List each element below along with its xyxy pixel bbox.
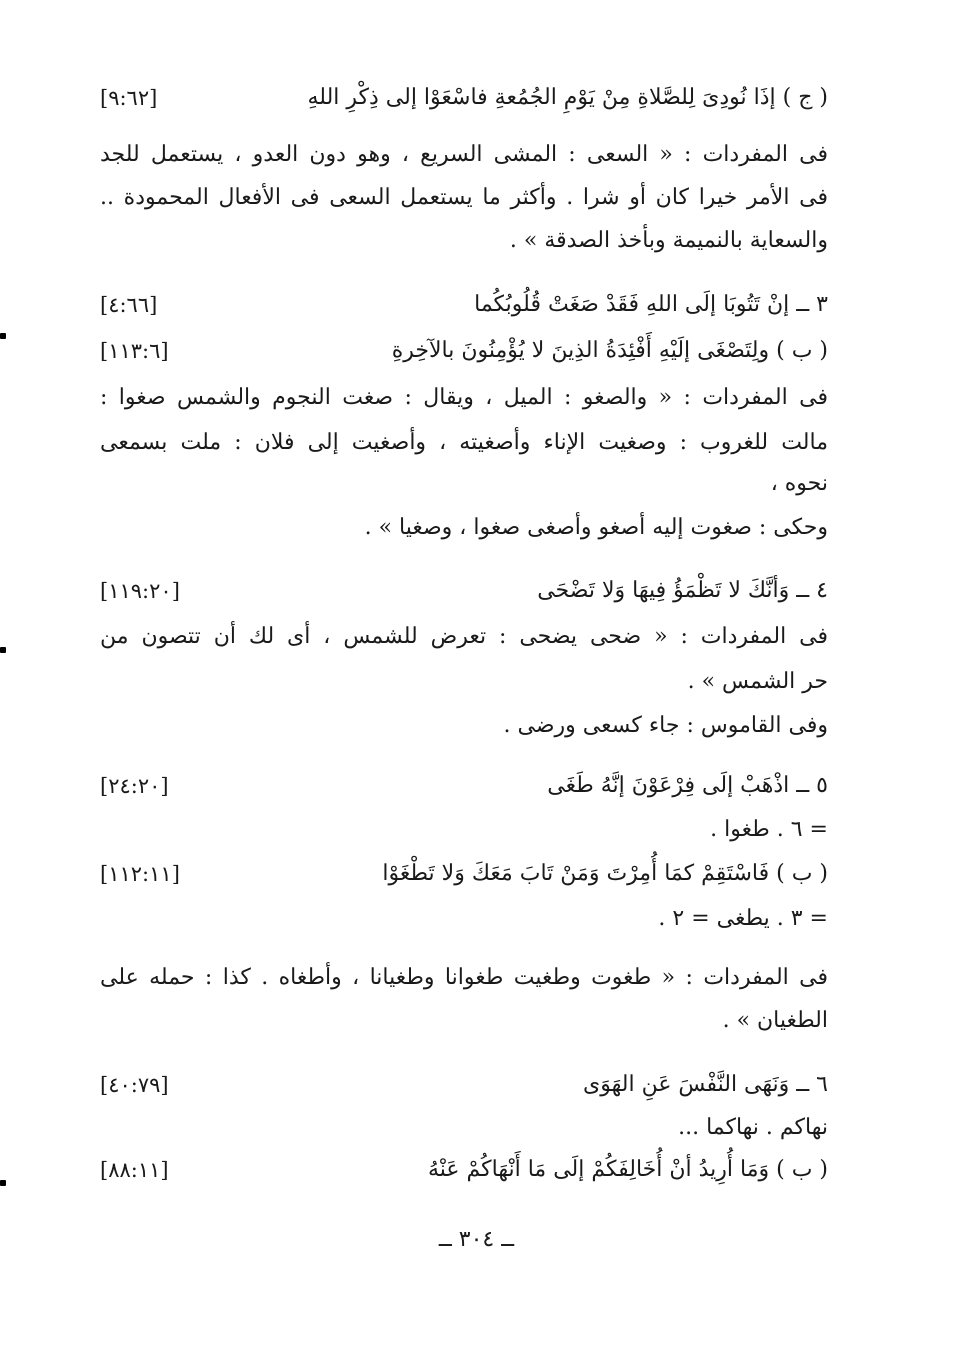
verse-reference: [٩:٦٢] <box>100 86 158 110</box>
paragraph-line <box>100 510 828 546</box>
paragraph-text: الطغيان » . <box>722 1008 828 1033</box>
verse-text: ( ب ) ولِتَصْغَى إلَيْهِ أَفْئِدَةُ الذِينَ لا يُؤْمِنُونَ بالآخِرةِ <box>391 338 828 363</box>
verse-line <box>100 573 828 609</box>
paragraph-text: فى الأمر خيرا كان أو شرا . وأكثر ما يستعمل السعى فى الأفعال المحمودة .. <box>100 185 828 210</box>
paragraph-line <box>100 664 828 700</box>
paragraph-text: فى المفردات : « ضحى يضحى : تعرض للشمس ، أى لك أن تتصون من <box>100 624 828 649</box>
paragraph-line <box>100 812 828 848</box>
verse-text: ٣ ــ إنْ تَتُوبَا إلَى اللهِ فَقَدْ صَغَتْ قُلُوبُكُما <box>474 292 828 317</box>
paragraph-line <box>100 960 850 996</box>
verse-reference: [١١٣:٦] <box>100 339 169 363</box>
paragraph-line <box>100 708 828 744</box>
verse-line <box>100 80 828 116</box>
verse-line <box>100 856 828 892</box>
verse-text: ٥ ــ اذْهَبْ إلَى فِرْعَوْنَ إنَّهُ طَغَى <box>547 773 828 798</box>
paragraph-line <box>100 425 828 461</box>
verse-text: ( ب ) وَمَا أُرِيدُ أنْ أُخَالِفَكُمْ إلَى مَا أَنْهَاكُمْ عَنْهُ <box>427 1157 828 1182</box>
paragraph-text: فى المفردات : « طغوت وطغيت طغوانا وطغيانا ، وأطغاه . كذا : حمله على <box>100 965 828 990</box>
paragraph-line <box>100 380 850 416</box>
paragraph-text: فى المفردات : « والصغو : الميل ، ويقال : صغت النجوم والشمس صغوا : <box>100 385 828 410</box>
paragraph-line <box>100 137 850 173</box>
paragraph-text: فى المفردات : « السعى : المشى السريع ، وهو دون العدو ، يستعمل للجد <box>100 142 828 167</box>
verse-reference: [١١٢:١١] <box>100 862 180 886</box>
paragraph-line <box>100 901 828 937</box>
verse-line <box>100 768 828 804</box>
verse-text: ٦ ــ وَنَهَى النَّفْسَ عَنِ الهَوَى <box>583 1072 828 1097</box>
paragraph-text: وفى القاموس : جاء كسعى ورضى . <box>503 713 828 738</box>
paragraph-line <box>100 466 828 502</box>
verse-text: ( ج ) إذَا نُودِىَ لِلصَّلاةِ مِنْ يَوْمِ الجُمُعةِ فاسْعَوْا إلى ذِكْرِ اللهِ <box>307 85 828 110</box>
verse-reference: [٤:٦٦] <box>100 293 158 317</box>
verse-text: ( ب ) فَاسْتَقِمْ كمَا أُمِرْتَ وَمَنْ تَابَ مَعَكَ وَلا تَطْغَوْا <box>382 861 828 886</box>
verse-reference: [٨٨:١١] <box>100 1158 169 1182</box>
verse-line <box>100 287 828 323</box>
page-number: ــ ٣٠٤ ــ <box>438 1227 515 1252</box>
paragraph-text: مالت للغروب : وصغيت الإناء وأصغيته ، وأصغيت إلى فلان : ملت بسمعى <box>100 430 828 455</box>
paragraph-line <box>100 1110 828 1146</box>
paragraph-line <box>100 619 850 655</box>
paragraph-text: وحكى : صغوت إليه أصغو وأصغى صغوا ، وصغيا » . <box>364 515 828 540</box>
paragraph-text: = ٣ . يطغى = ٢ . <box>658 906 828 931</box>
verse-line <box>100 333 828 369</box>
verse-line <box>100 1067 828 1103</box>
paragraph-text: نحوه ، <box>770 471 828 496</box>
verse-reference: [٢٤:٢٠] <box>100 774 169 798</box>
paragraph-text: حر الشمس » . <box>687 669 828 694</box>
scan-mark <box>0 333 6 339</box>
verse-text: ٤ ــ وَأنَّكَ لا تَظْمَؤُ فِيهَا وَلا تَضْحَى <box>537 578 828 603</box>
scan-mark <box>0 1180 6 1186</box>
paragraph-line <box>100 180 828 216</box>
verse-line <box>100 1152 828 1188</box>
paragraph-text: = ٦ . طغوا . <box>710 817 828 842</box>
paragraph-text: والسعاية بالنميمة وبأخذ الصدقة » . <box>509 228 828 253</box>
verse-reference: [٤٠:٧٩] <box>100 1073 169 1097</box>
paragraph-text: نهاكم . نهاكما ... <box>678 1115 828 1140</box>
paragraph-line <box>100 1003 828 1039</box>
verse-reference: [١١٩:٢٠] <box>100 579 180 603</box>
paragraph-line <box>100 223 828 259</box>
scan-mark <box>0 647 6 653</box>
